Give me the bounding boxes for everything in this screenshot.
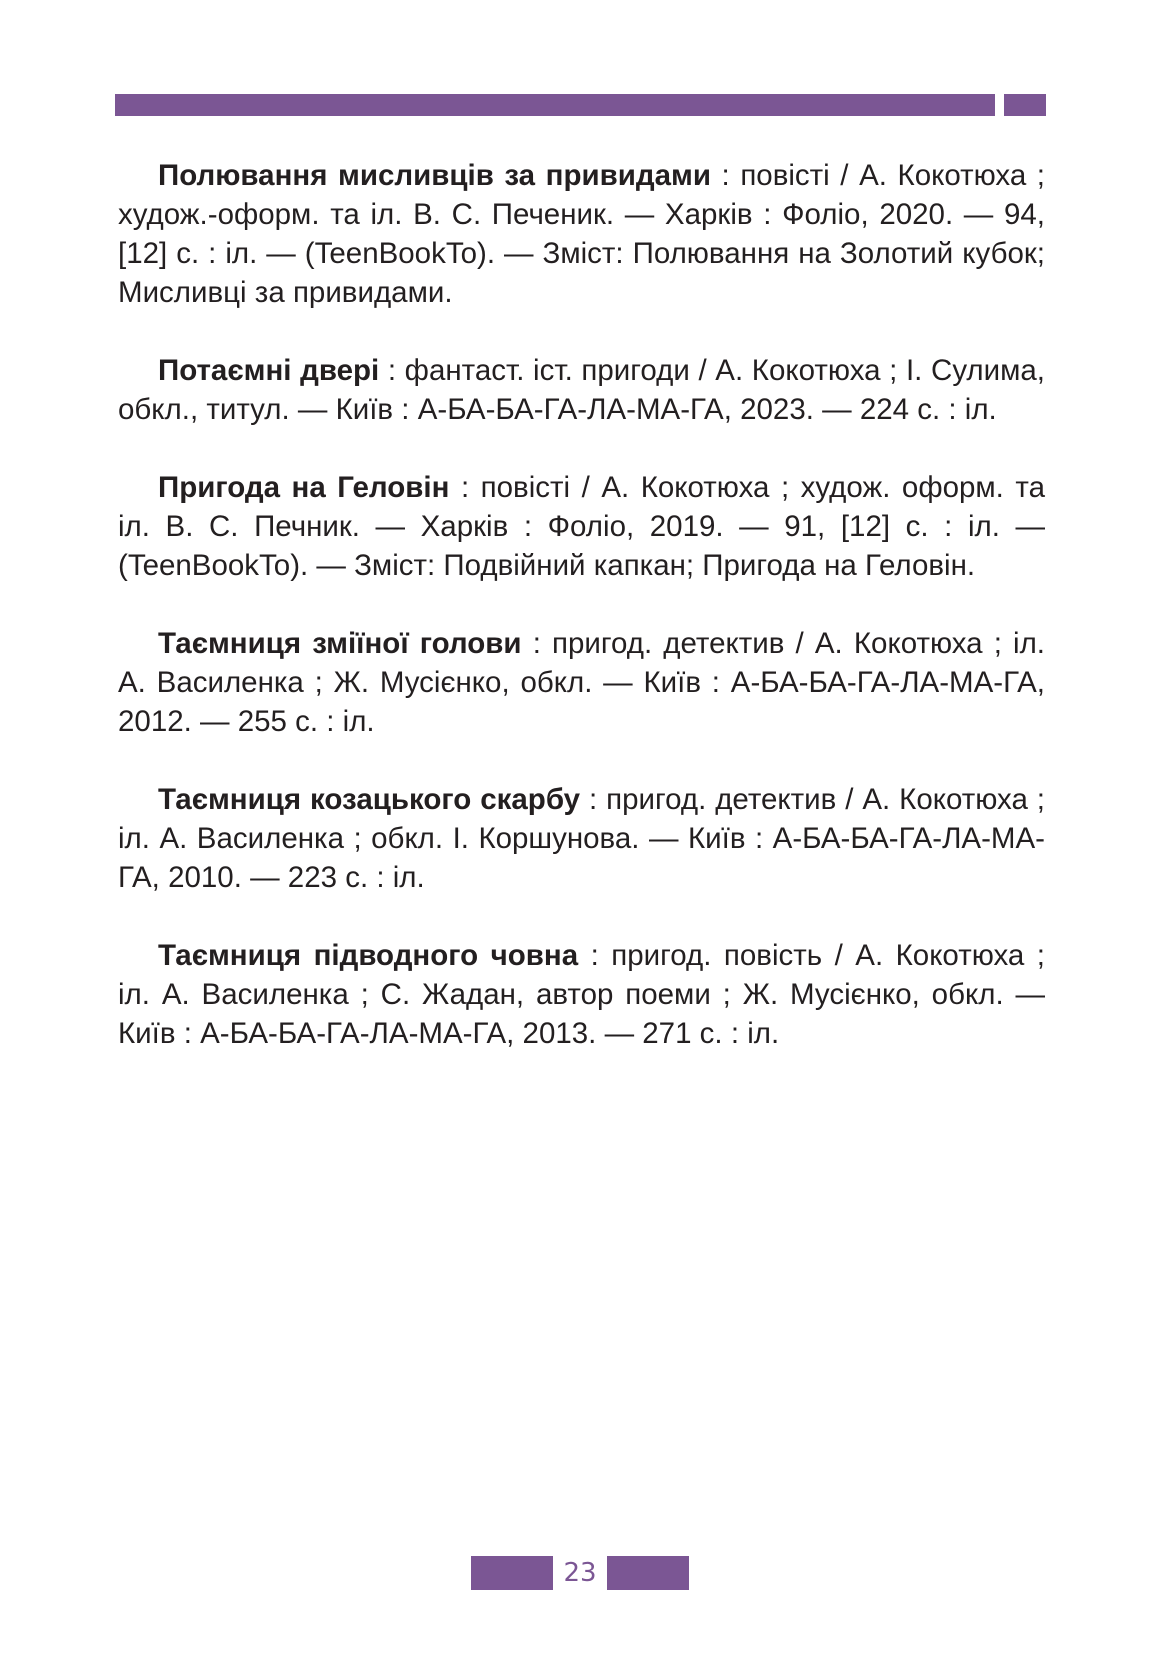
bibliography-entry: [118, 468, 1045, 585]
book-description: : повісті / А. Кокотюха ; худож. оформ. та іл. В. С. Печник. — Харків : Фоліо, 2019. — 91, [12] с. : іл. — (TeenBookTo). — Зміст: Подвійний капкан; Пригода на Геловін.: [118, 471, 1045, 582]
book-title: Пригода на Геловін: [158, 471, 450, 504]
bibliography-entry: [118, 780, 1045, 897]
bibliography-entry: [118, 624, 1045, 741]
bibliography-list: [118, 156, 1045, 1092]
book-title: Полювання мисливців за привидами: [158, 159, 711, 192]
header-decorative-tab: [1004, 94, 1046, 116]
header-decorative-bar: [115, 94, 995, 116]
footer-decorative-bar-right: [607, 1556, 689, 1590]
book-description: : пригод. детектив / А. Кокотюха ; іл. А. Василенка ; обкл. І. Коршунова. — Київ : А-БА-БА-ГА-ЛА-МА-ГА, 2010. — 223 с. : іл.: [118, 783, 1045, 894]
book-description: : фантаст. іст. пригоди / А. Кокотюха ; І. Сулима, обкл., титул. — Київ : А-БА-БА-ГА-ЛА-МА-ГА, 2023. — 224 с. : іл.: [118, 354, 1045, 426]
bibliography-entry: [118, 156, 1045, 312]
bibliography-entry: [118, 936, 1045, 1053]
page-footer: [471, 1556, 689, 1590]
book-description: : повісті / А. Кокотюха ; худож.-оформ. та іл. В. С. Печеник. — Харків : Фоліо, 2020. — 94, [12] с. : іл. — (TeenBookTo). — Зміст: Полювання на Золотий кубок; Мисливці за привидами.: [118, 159, 1045, 309]
book-title: Потаємні двері: [158, 354, 380, 387]
book-description: : пригод. повість / А. Кокотюха ; іл. А. Василенка ; С. Жадан, автор поеми ; Ж. Мусієнко, обкл. — Київ : А-БА-БА-ГА-ЛА-МА-ГА, 2013. — 271 с. : іл.: [118, 939, 1045, 1050]
page-number: 23: [563, 1558, 597, 1588]
book-title: Таємниця козацького скарбу: [158, 783, 581, 816]
footer-decorative-bar-left: [471, 1556, 553, 1590]
book-title: Таємниця підводного човна: [158, 939, 579, 972]
book-title: Таємниця зміїної голови: [158, 627, 522, 660]
bibliography-entry: [118, 351, 1045, 429]
book-description: : пригод. детектив / А. Кокотюха ; іл. А. Василенка ; Ж. Мусієнко, обкл. — Київ : А-БА-БА-ГА-ЛА-МА-ГА, 2012. — 255 с. : іл.: [118, 627, 1046, 738]
